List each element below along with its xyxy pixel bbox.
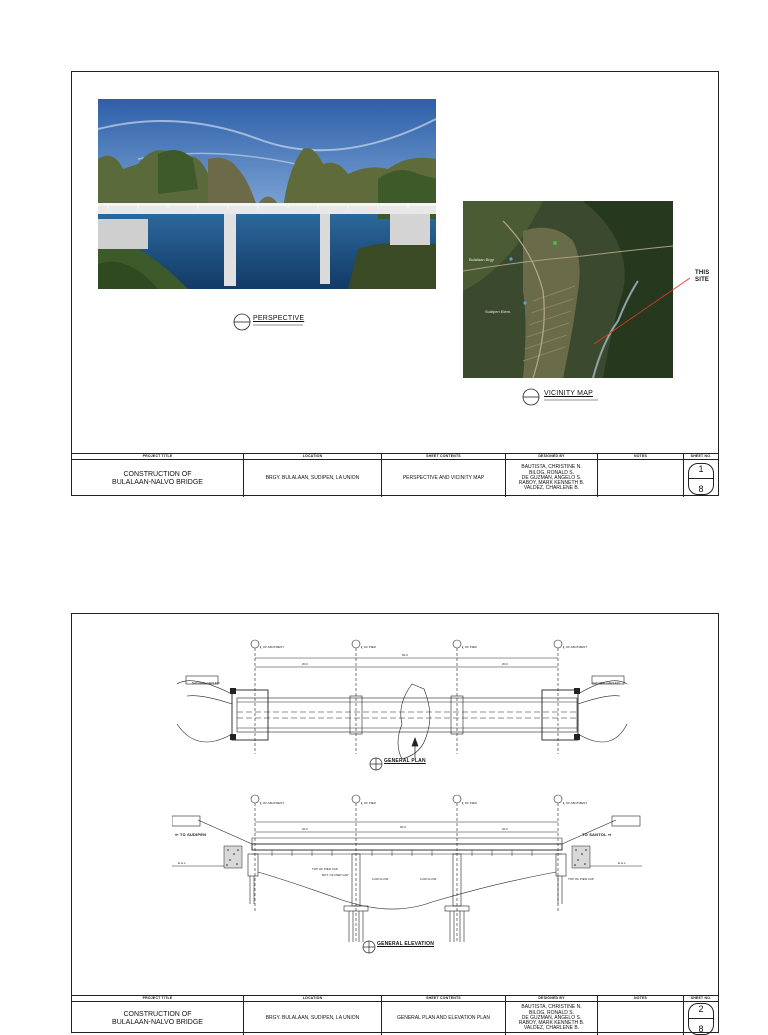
site-leader-line [592,268,692,348]
svg-text:Bulalaan Brgy: Bulalaan Brgy [469,257,494,262]
sheet-total: 8 [698,1024,704,1034]
svg-text:20.0: 20.0 [502,827,508,831]
sheet-no-value [684,460,718,497]
notes-value [598,460,683,497]
svg-text:LOW FLOW: LOW FLOW [420,877,437,881]
map-poi-icon [509,257,512,260]
title-col-sheet-no [684,996,718,1035]
location-value: BRGY. BULALAAN, SUDIPEN, LA UNION [265,474,360,481]
svg-text:NATURAL GROUND: NATURAL GROUND [192,681,220,685]
svg-text:60.0: 60.0 [400,825,406,829]
title-col-project [72,996,244,1035]
to-santol-label [582,832,612,837]
header-location: LOCATION [244,996,381,1002]
title-col-project [72,454,244,497]
svg-text:E.G.L.: E.G.L. [618,861,627,865]
general-elevation-title [362,940,452,956]
sheet-number-badge [688,1003,714,1035]
bridge-perspective-render [98,99,436,289]
svg-text:℄ OF ABUTMENT: ℄ OF ABUTMENT [260,645,285,649]
map-pin-icon [553,241,557,245]
general-plan-drawing [172,634,632,774]
section-marker-icon [233,313,251,331]
perspective-title [233,313,313,333]
perspective-label: PERSPECTIVE [253,315,305,322]
header-project-title: PROJECT TITLE [72,454,243,460]
header-project-title: PROJECT TITLE [72,996,243,1002]
drawing-sheet-2 [71,613,719,1033]
this-site-label: THIS SITE [695,270,710,283]
svg-text:NATURAL GROUND: NATURAL GROUND [592,681,620,685]
vicinity-map-label: VICINITY MAP [544,390,593,397]
title-col-designers [506,454,598,497]
svg-text:20.0: 20.0 [502,662,508,666]
location-value: BRGY. BULALAAN, SUDIPEN, LA UNION [265,1014,360,1021]
map-poi-icon [523,301,526,304]
sheet-contents-value: GENERAL PLAN AND ELEVATION PLAN [397,1014,490,1021]
svg-text:TOP OF PIER CAP: TOP OF PIER CAP [568,877,594,881]
title-col-designers [506,996,598,1035]
svg-text:℄ OF ABUTMENT: ℄ OF ABUTMENT [563,645,588,649]
drawing-sheet-1 [71,71,719,496]
sheet-contents-value: PERSPECTIVE AND VICINITY MAP [402,474,485,481]
title-col-location [244,996,382,1035]
svg-text:20.0: 20.0 [302,662,308,666]
title-col-sheet-no [684,454,718,497]
section-marker-icon [522,388,540,406]
title-block [72,995,718,1035]
right-arrow-icon: ⇨ [606,832,612,837]
general-plan-label: GENERAL PLAN [384,758,426,764]
svg-text:Sudipen Elem.: Sudipen Elem. [485,309,512,314]
svg-text:20.0: 20.0 [302,827,308,831]
svg-text:℄ OF ABUTMENT: ℄ OF ABUTMENT [563,801,588,805]
to-sudipen-text: TO SUDIPEN [179,832,207,837]
vicinity-map-title [522,388,612,408]
header-sheet-contents: SHEET CONTENTS [382,996,505,1002]
header-sheet-no: SHEET NO. [684,454,718,460]
header-sheet-contents: SHEET CONTENTS [382,454,505,460]
svg-text:60.0: 60.0 [402,653,408,657]
title-col-notes [598,454,684,497]
sheet-no-value [684,1002,718,1035]
left-arrow-icon: ⇦ [175,832,180,837]
title-col-contents [382,996,506,1035]
scale-underline-graphic [253,324,313,327]
sheet-number: 1 [698,463,704,474]
designed-by-value: BAUTISTA, CHRISTINE N. BILOG, RONALD S. DE GUZMAN, ANGELO S. RABOY, MARK KENNETH B. VALDEZ, CHARLENE B. [518,464,585,492]
title-col-contents [382,454,506,497]
svg-text:℄ OF PIER: ℄ OF PIER [462,801,477,805]
svg-text:℄ OF ABUTMENT: ℄ OF ABUTMENT [260,801,285,805]
title-col-notes [598,996,684,1035]
notes-value [598,1002,683,1035]
svg-text:LOW FLOW: LOW FLOW [372,877,389,881]
header-location: LOCATION [244,454,381,460]
designed-by-value: BAUTISTA, CHRISTINE N. BILOG, RONALD S. DE GUZMAN, ANGELO S. RABOY, MARK KENNETH B. VALDEZ, CHARLENE B. [518,1004,585,1032]
section-marker-icon [362,940,376,954]
header-notes: NOTES [598,996,683,1002]
general-plan-title [369,757,439,773]
header-notes: NOTES [598,454,683,460]
project-title-value: CONSTRUCTION OF BULALAAN-NALVO BRIDGE [112,1011,203,1026]
section-marker-icon [369,757,383,771]
to-santol-text: TO SANTOL [582,832,607,837]
svg-text:TOP OF PIER CAP: TOP OF PIER CAP [312,867,338,871]
scale-underline-graphic [544,399,604,402]
north-arrow-icon [412,738,418,758]
header-designed-by: DESIGNED BY [506,454,597,460]
svg-text:℄ OF PIER: ℄ OF PIER [361,801,376,805]
sheet-number: 2 [698,1003,704,1014]
header-sheet-no: SHEET NO. [684,996,718,1002]
sheet-number-badge [688,463,714,495]
general-elevation-label: GENERAL ELEVATION [377,941,435,947]
header-designed-by: DESIGNED BY [506,996,597,1002]
title-col-location [244,454,382,497]
svg-text:℄ OF PIER: ℄ OF PIER [462,645,477,649]
sheet-total: 8 [698,484,704,494]
general-elevation-drawing [172,792,642,950]
svg-text:BOT. OF PIER CAP: BOT. OF PIER CAP [322,873,349,877]
svg-text:E.G.L.: E.G.L. [178,861,187,865]
project-title-value: CONSTRUCTION OF BULALAAN-NALVO BRIDGE [112,471,203,486]
title-block [72,453,718,497]
svg-text:℄ OF PIER: ℄ OF PIER [361,645,376,649]
to-sudipen-label [175,832,206,837]
